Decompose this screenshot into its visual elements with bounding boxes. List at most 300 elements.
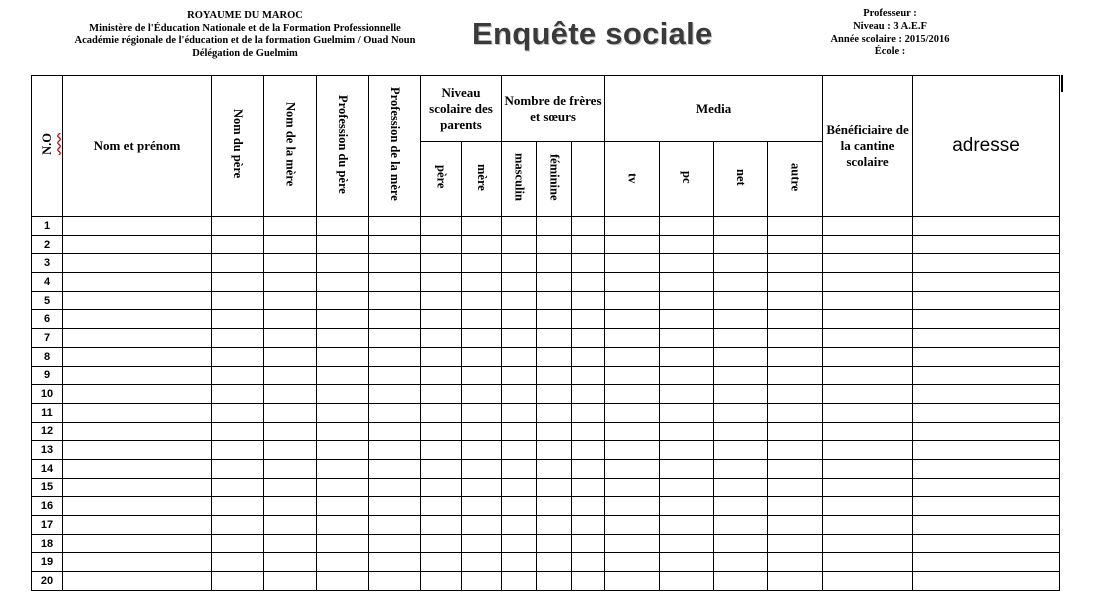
table-cell[interactable] [212,217,264,236]
table-cell[interactable] [660,366,714,385]
table-cell[interactable] [369,478,421,497]
table-cell[interactable] [63,329,212,348]
table-cell[interactable] [913,441,1060,460]
table-cell[interactable] [823,385,913,404]
table-cell[interactable] [502,310,537,329]
table-cell[interactable] [502,385,537,404]
table-cell[interactable] [823,347,913,366]
table-cell[interactable] [369,534,421,553]
table-cell[interactable] [913,553,1060,572]
table-cell[interactable] [462,385,502,404]
table-cell[interactable] [537,516,572,535]
table-cell[interactable] [605,329,660,348]
table-cell[interactable] [537,553,572,572]
table-cell[interactable] [768,553,823,572]
table-cell[interactable] [369,459,421,478]
table-cell[interactable] [264,310,317,329]
table-cell[interactable] [63,273,212,292]
table-cell[interactable] [212,478,264,497]
table-cell[interactable] [369,254,421,273]
table-cell[interactable] [317,516,369,535]
table-cell[interactable] [317,235,369,254]
table-cell[interactable] [264,273,317,292]
table-cell[interactable] [212,310,264,329]
table-cell[interactable] [212,347,264,366]
table-cell[interactable] [369,441,421,460]
table-cell[interactable] [537,441,572,460]
table-cell[interactable] [537,310,572,329]
table-cell[interactable] [768,291,823,310]
table-cell[interactable] [369,516,421,535]
table-cell[interactable] [63,366,212,385]
table-cell[interactable] [660,441,714,460]
table-cell[interactable] [537,478,572,497]
table-cell[interactable] [317,441,369,460]
table-cell[interactable] [768,366,823,385]
table-cell[interactable] [768,235,823,254]
table-cell[interactable] [823,441,913,460]
table-cell[interactable] [823,422,913,441]
table-cell[interactable] [462,403,502,422]
table-cell[interactable] [768,422,823,441]
table-cell[interactable] [823,366,913,385]
table-cell[interactable] [502,516,537,535]
table-cell[interactable] [660,254,714,273]
table-cell[interactable] [212,516,264,535]
table-cell[interactable] [660,459,714,478]
table-cell[interactable] [369,366,421,385]
table-cell[interactable] [502,441,537,460]
table-cell[interactable] [421,459,462,478]
table-cell[interactable] [63,291,212,310]
table-cell[interactable] [212,459,264,478]
table-cell[interactable] [502,553,537,572]
table-cell[interactable] [768,441,823,460]
table-cell[interactable] [714,516,768,535]
table-cell[interactable] [317,273,369,292]
table-cell[interactable] [369,217,421,236]
table-cell[interactable] [317,534,369,553]
table-cell[interactable] [572,329,605,348]
table-cell[interactable] [502,403,537,422]
table-cell[interactable] [317,385,369,404]
table-cell[interactable] [768,403,823,422]
table-cell[interactable] [714,459,768,478]
table-cell[interactable] [264,403,317,422]
table-cell[interactable] [502,422,537,441]
table-cell[interactable] [537,366,572,385]
table-cell[interactable] [264,235,317,254]
table-cell[interactable] [369,553,421,572]
table-cell[interactable] [605,217,660,236]
table-cell[interactable] [421,572,462,591]
table-cell[interactable] [913,572,1060,591]
table-cell[interactable] [537,291,572,310]
table-cell[interactable] [913,291,1060,310]
table-cell[interactable] [660,385,714,404]
table-cell[interactable] [572,217,605,236]
table-cell[interactable] [660,497,714,516]
table-cell[interactable] [264,347,317,366]
table-cell[interactable] [264,497,317,516]
table-cell[interactable] [317,478,369,497]
table-cell[interactable] [462,254,502,273]
table-cell[interactable] [264,422,317,441]
table-cell[interactable] [63,385,212,404]
table-cell[interactable] [421,516,462,535]
table-cell[interactable] [660,235,714,254]
table-cell[interactable] [714,497,768,516]
table-cell[interactable] [502,254,537,273]
table-cell[interactable] [537,347,572,366]
table-cell[interactable] [421,329,462,348]
table-cell[interactable] [660,329,714,348]
table-cell[interactable] [823,254,913,273]
table-cell[interactable] [572,310,605,329]
table-cell[interactable] [913,347,1060,366]
table-cell[interactable] [212,273,264,292]
table-cell[interactable] [823,273,913,292]
table-cell[interactable] [421,478,462,497]
table-cell[interactable] [913,516,1060,535]
table-cell[interactable] [660,516,714,535]
table-cell[interactable] [768,459,823,478]
table-cell[interactable] [572,273,605,292]
table-cell[interactable] [369,422,421,441]
table-cell[interactable] [63,553,212,572]
table-cell[interactable] [660,217,714,236]
table-cell[interactable] [823,291,913,310]
table-cell[interactable] [714,422,768,441]
table-cell[interactable] [605,478,660,497]
table-cell[interactable] [768,329,823,348]
table-cell[interactable] [212,441,264,460]
table-cell[interactable] [913,235,1060,254]
table-cell[interactable] [572,366,605,385]
table-cell[interactable] [63,497,212,516]
table-cell[interactable] [212,235,264,254]
table-cell[interactable] [660,291,714,310]
table-cell[interactable] [369,347,421,366]
table-cell[interactable] [264,366,317,385]
table-cell[interactable] [502,534,537,553]
table-cell[interactable] [572,553,605,572]
table-cell[interactable] [823,497,913,516]
table-cell[interactable] [264,385,317,404]
table-cell[interactable] [462,478,502,497]
table-cell[interactable] [264,534,317,553]
table-cell[interactable] [572,347,605,366]
table-cell[interactable] [913,459,1060,478]
table-cell[interactable] [537,572,572,591]
table-cell[interactable] [63,235,212,254]
table-cell[interactable] [714,291,768,310]
table-cell[interactable] [605,366,660,385]
table-cell[interactable] [317,497,369,516]
table-cell[interactable] [714,254,768,273]
table-cell[interactable] [823,403,913,422]
table-cell[interactable] [369,235,421,254]
table-cell[interactable] [913,310,1060,329]
table-cell[interactable] [462,553,502,572]
table-cell[interactable] [421,497,462,516]
table-cell[interactable] [462,310,502,329]
table-cell[interactable] [421,441,462,460]
table-cell[interactable] [421,366,462,385]
table-cell[interactable] [660,572,714,591]
table-cell[interactable] [317,217,369,236]
table-cell[interactable] [714,385,768,404]
table-cell[interactable] [462,235,502,254]
table-cell[interactable] [462,347,502,366]
table-cell[interactable] [212,497,264,516]
table-cell[interactable] [264,441,317,460]
table-cell[interactable] [714,478,768,497]
table-cell[interactable] [264,254,317,273]
table-cell[interactable] [537,534,572,553]
table-cell[interactable] [823,478,913,497]
table-cell[interactable] [462,572,502,591]
table-cell[interactable] [264,516,317,535]
table-cell[interactable] [768,310,823,329]
table-cell[interactable] [369,403,421,422]
table-cell[interactable] [572,385,605,404]
table-cell[interactable] [605,273,660,292]
table-cell[interactable] [369,497,421,516]
table-cell[interactable] [714,403,768,422]
table-cell[interactable] [317,403,369,422]
table-cell[interactable] [421,553,462,572]
table-cell[interactable] [317,329,369,348]
table-cell[interactable] [212,534,264,553]
table-cell[interactable] [502,572,537,591]
table-cell[interactable] [537,329,572,348]
table-cell[interactable] [369,291,421,310]
table-cell[interactable] [264,217,317,236]
table-cell[interactable] [572,497,605,516]
table-cell[interactable] [913,254,1060,273]
table-cell[interactable] [714,441,768,460]
table-cell[interactable] [823,217,913,236]
table-cell[interactable] [63,516,212,535]
table-cell[interactable] [605,254,660,273]
table-cell[interactable] [913,534,1060,553]
table-cell[interactable] [572,516,605,535]
table-cell[interactable] [537,254,572,273]
table-cell[interactable] [768,497,823,516]
table-cell[interactable] [212,422,264,441]
table-cell[interactable] [462,534,502,553]
table-cell[interactable] [462,497,502,516]
table-cell[interactable] [572,422,605,441]
table-cell[interactable] [714,366,768,385]
table-cell[interactable] [660,534,714,553]
table-cell[interactable] [462,459,502,478]
table-cell[interactable] [768,572,823,591]
table-cell[interactable] [714,273,768,292]
table-cell[interactable] [63,254,212,273]
table-cell[interactable] [462,217,502,236]
table-cell[interactable] [421,235,462,254]
table-cell[interactable] [212,291,264,310]
table-cell[interactable] [714,329,768,348]
table-cell[interactable] [462,441,502,460]
table-cell[interactable] [572,254,605,273]
table-cell[interactable] [212,366,264,385]
table-cell[interactable] [63,217,212,236]
table-cell[interactable] [264,329,317,348]
table-cell[interactable] [572,441,605,460]
table-cell[interactable] [823,459,913,478]
table-cell[interactable] [502,329,537,348]
table-cell[interactable] [660,553,714,572]
table-cell[interactable] [823,310,913,329]
table-cell[interactable] [823,534,913,553]
table-cell[interactable] [264,291,317,310]
table-cell[interactable] [605,553,660,572]
table-cell[interactable] [369,329,421,348]
table-cell[interactable] [462,329,502,348]
table-cell[interactable] [913,497,1060,516]
table-cell[interactable] [462,422,502,441]
table-cell[interactable] [317,553,369,572]
table-cell[interactable] [369,310,421,329]
table-cell[interactable] [660,422,714,441]
table-cell[interactable] [212,385,264,404]
table-cell[interactable] [768,254,823,273]
table-cell[interactable] [913,273,1060,292]
table-cell[interactable] [714,310,768,329]
table-cell[interactable] [63,534,212,553]
table-cell[interactable] [768,478,823,497]
table-cell[interactable] [264,478,317,497]
table-cell[interactable] [212,572,264,591]
table-cell[interactable] [605,441,660,460]
table-cell[interactable] [421,347,462,366]
table-cell[interactable] [63,478,212,497]
table-cell[interactable] [913,217,1060,236]
table-cell[interactable] [537,497,572,516]
table-cell[interactable] [317,254,369,273]
table-cell[interactable] [317,459,369,478]
table-cell[interactable] [572,572,605,591]
table-cell[interactable] [63,459,212,478]
table-cell[interactable] [421,273,462,292]
table-cell[interactable] [537,422,572,441]
table-cell[interactable] [264,459,317,478]
table-cell[interactable] [421,385,462,404]
table-cell[interactable] [212,553,264,572]
table-cell[interactable] [660,347,714,366]
table-cell[interactable] [714,217,768,236]
table-cell[interactable] [913,478,1060,497]
table-cell[interactable] [317,366,369,385]
table-cell[interactable] [768,534,823,553]
table-cell[interactable] [369,385,421,404]
table-cell[interactable] [572,534,605,553]
table-cell[interactable] [823,235,913,254]
table-cell[interactable] [317,422,369,441]
table-cell[interactable] [605,516,660,535]
table-cell[interactable] [502,235,537,254]
table-cell[interactable] [462,291,502,310]
table-cell[interactable] [605,497,660,516]
table-cell[interactable] [714,534,768,553]
table-cell[interactable] [421,291,462,310]
table-cell[interactable] [572,478,605,497]
table-cell[interactable] [264,553,317,572]
table-cell[interactable] [537,385,572,404]
table-cell[interactable] [913,403,1060,422]
table-cell[interactable] [913,422,1060,441]
table-cell[interactable] [421,403,462,422]
table-cell[interactable] [605,422,660,441]
table-cell[interactable] [572,403,605,422]
table-cell[interactable] [572,235,605,254]
table-cell[interactable] [823,553,913,572]
table-cell[interactable] [913,385,1060,404]
table-cell[interactable] [714,235,768,254]
table-cell[interactable] [502,347,537,366]
table-cell[interactable] [660,310,714,329]
table-cell[interactable] [317,572,369,591]
table-cell[interactable] [714,347,768,366]
table-cell[interactable] [63,347,212,366]
table-cell[interactable] [768,516,823,535]
table-cell[interactable] [63,403,212,422]
table-cell[interactable] [502,273,537,292]
table-cell[interactable] [502,478,537,497]
table-cell[interactable] [317,347,369,366]
table-cell[interactable] [502,217,537,236]
table-cell[interactable] [572,291,605,310]
table-cell[interactable] [605,291,660,310]
table-cell[interactable] [537,273,572,292]
table-cell[interactable] [421,422,462,441]
table-cell[interactable] [537,459,572,478]
table-cell[interactable] [768,347,823,366]
table-cell[interactable] [63,422,212,441]
table-cell[interactable] [369,572,421,591]
table-cell[interactable] [502,291,537,310]
table-cell[interactable] [212,254,264,273]
table-cell[interactable] [823,572,913,591]
table-cell[interactable] [502,366,537,385]
table-cell[interactable] [264,572,317,591]
table-cell[interactable] [660,273,714,292]
table-cell[interactable] [212,329,264,348]
table-cell[interactable] [63,310,212,329]
table-cell[interactable] [537,403,572,422]
table-cell[interactable] [317,291,369,310]
table-cell[interactable] [913,366,1060,385]
table-cell[interactable] [605,235,660,254]
table-cell[interactable] [605,347,660,366]
table-cell[interactable] [572,459,605,478]
table-cell[interactable] [605,459,660,478]
table-cell[interactable] [714,553,768,572]
table-cell[interactable] [768,385,823,404]
table-cell[interactable] [63,572,212,591]
table-cell[interactable] [421,217,462,236]
table-cell[interactable] [369,273,421,292]
table-cell[interactable] [462,273,502,292]
table-cell[interactable] [913,329,1060,348]
table-cell[interactable] [421,534,462,553]
table-cell[interactable] [212,403,264,422]
table-cell[interactable] [605,385,660,404]
table-cell[interactable] [823,516,913,535]
